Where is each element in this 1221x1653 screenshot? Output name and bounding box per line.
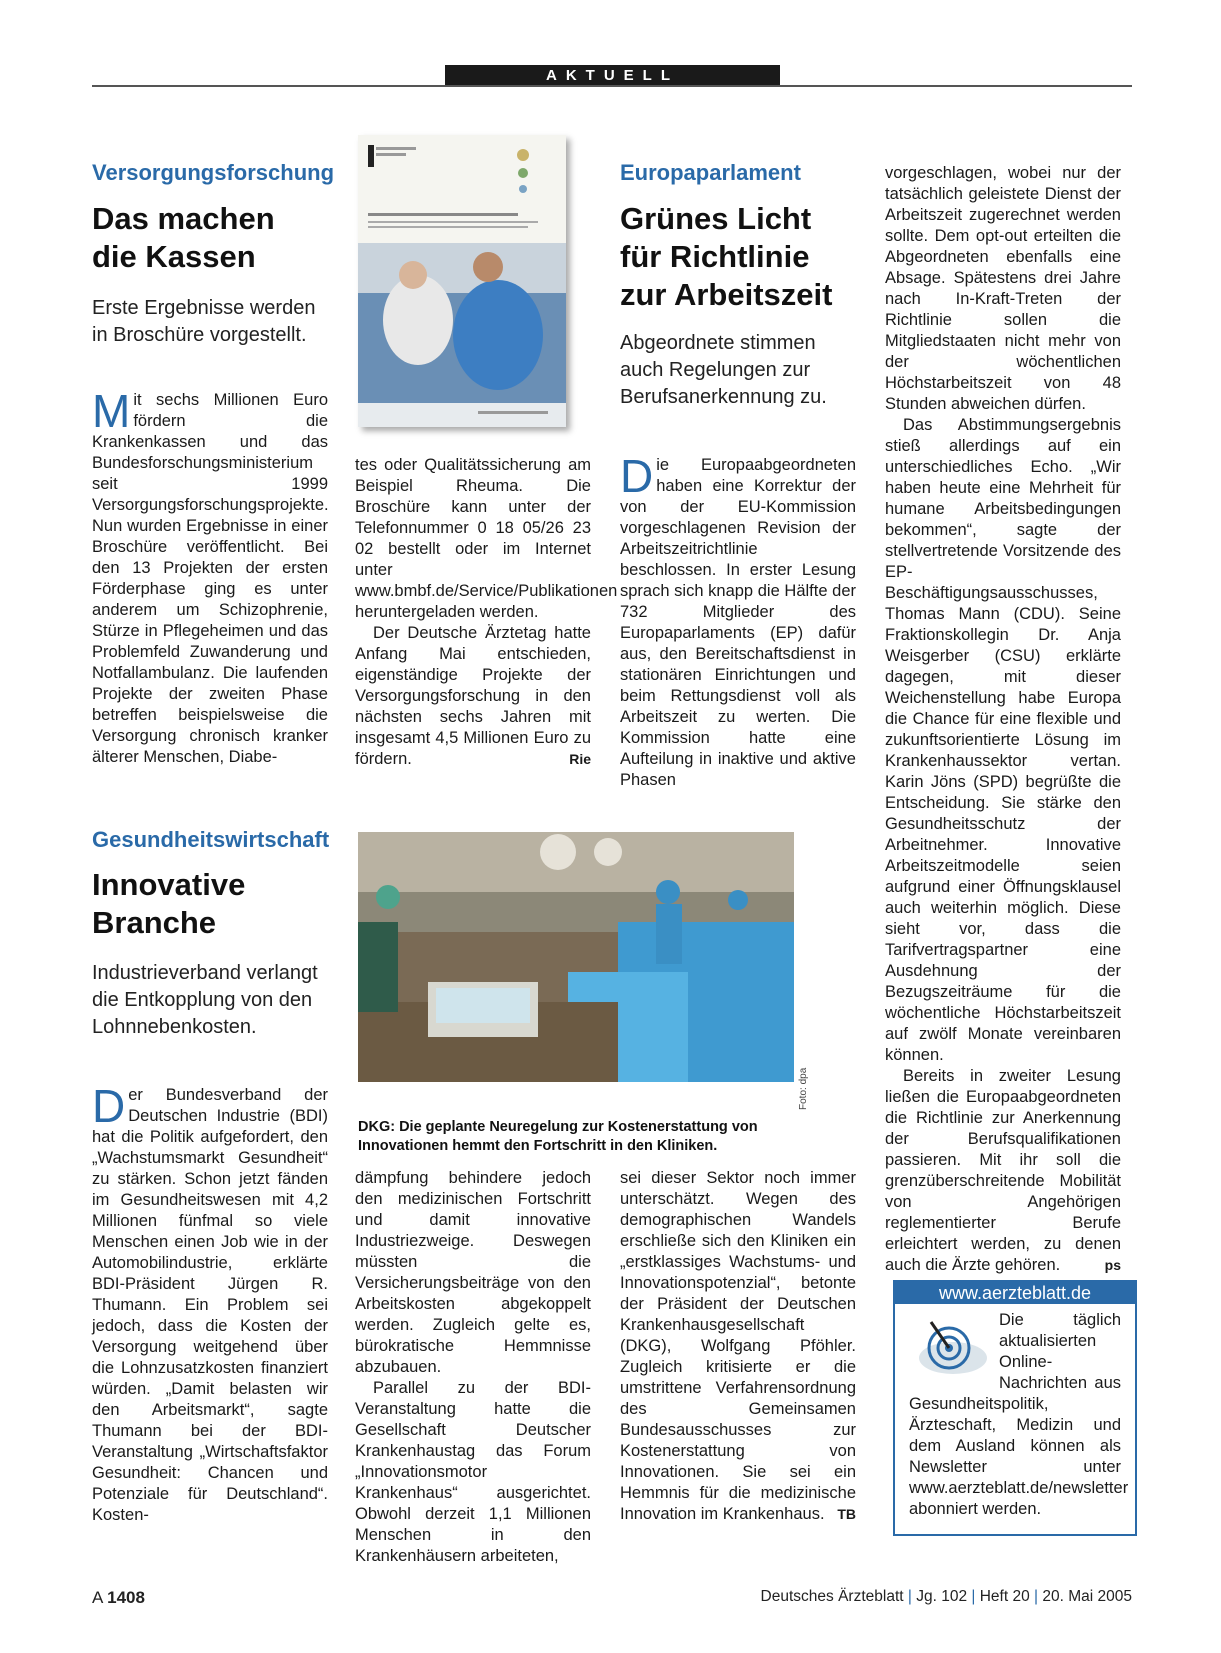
infobox-text: Die täglich aktualisierten Online-Nachrichten aus Gesundheitspolitik, Ärzteschaft, Medizin und dem Ausland können als Newsletter unter www.aerzteblatt.de/newsletter abonniert werden. [909, 1311, 1129, 1518]
article2-column4 [885, 163, 1121, 1276]
operating-room-photo [358, 832, 794, 1082]
infobox-title[interactable]: www.aerzteblatt.de [895, 1282, 1135, 1304]
brochure-cover-image [358, 135, 566, 427]
article1-subline: Erste Ergebnisse werden in Broschüre vorgestellt. [92, 297, 316, 346]
article3-subline: Industrieverband verlangt die Entkopplung von den Lohnnebenkosten. [92, 962, 318, 1038]
article3-col1-text: er Bundesverband der Deutschen Industrie (BDI) hat die Politik aufgefordert, den „Wachstumsmarkt Gesundheit“ zu stärken. Schon jetzt fänden im Gesundheitswesen mit 4,2 Millionen fünfmal so viele Menschen einen Job wie in der Automobilindustrie, erklärte BDI-Präsident Jürgen R. Thumann. Ein Problem sei jedoch, dass die Kosten der Versorgung weitgehend über die Lohnzusatzkosten finanziert würden. „Damit belasten wir den Arbeitsmarkt“, sagte Thumann bei der BDI-Veranstaltung „Wirtschaftsfaktor Gesundheit: Chancen und Potenziale für Deutschland“. Kosten- [92, 1086, 328, 1524]
article1-column2 [355, 455, 618, 770]
article1-col2-paragraph2: Der Deutsche Ärztetag hatte Anfang Mai entschieden, eigenständige Projekte der Versorgungsforschung in den nächsten sechs Jahren mit insgesamt 4,5 Millionen Euro zu fördern. [355, 624, 591, 768]
photo-caption: DKG: Die geplante Neuregelung zur Kostenerstattung von Innovationen hemmt den Fortschritt in den Kliniken. [358, 1119, 758, 1154]
footer-volume: Jg. 102 [916, 1588, 968, 1605]
article2-headline: Grünes Licht für Richtlinie zur Arbeitszeit [620, 201, 833, 312]
footer-separator: | [1034, 1588, 1039, 1605]
section-label: AKTUELL [445, 65, 780, 87]
operating-room-graphic [358, 832, 794, 1082]
article1-dropcap: M [92, 385, 131, 437]
article2-col3-text: ie Europaabgeordneten haben eine Korrektur der von der EU-Kommission vorgeschlagenen Revision der Arbeitszeitrichtlinie beschlossen. In erster Lesung sprach sich knapp die Hälfte der 732 Mitglieder des Europaparlaments (EP) dafür aus, den Bereitschaftsdienst in stationären Einrichtungen und beim Rettungsdienst voll als Arbeitszeit zu werten. Die Kommission hatte eine Aufteilung in inaktive und aktive Phasen [620, 456, 856, 789]
article1-author: Rie [569, 751, 591, 767]
article3-column1 [92, 1080, 328, 1526]
article2-col4-paragraph1: vorgeschlagen, wobei nur der tatsächlich geleistete Dienst der Arbeitszeit zugerechnet werden sollte. Dem opt-out erteilten die Abgeordneten ebenfalls eine Absage. Spätestens drei Jahre nach In-Kraft-Treten der Richtlinie sollen die Mitgliedstaaten nicht mehr von der wöchentlichen Höchstarbeitszeit von 48 Stunden abweichen dürfen. [885, 164, 1121, 413]
article3-headline: Innovative Branche [92, 867, 246, 940]
article1-headline: Das machen die Kassen [92, 201, 275, 274]
article2-subline: Abgeordnete stimmen auch Regelungen zur Berufsanerkennung zu. [620, 332, 827, 408]
article2-author: ps [1104, 1257, 1121, 1273]
article1-col1-text: it sechs Millionen Euro fördern die Krankenkassen und das Bundesforschungsministerium seit 1999 Versorgungsforschungsprojekte. Nun wurden Ergebnisse in einer Broschüre veröffentlicht. Bei den 13 Projekten der ersten Förderphase ging es unter anderem um Schizophrenie, Stürze in Pflegeheimen und das Problemfeld Zuwanderung und Notfallambulanz. Die laufenden Projekte der zweiten Phase betreffen beispielsweise die Versorgung chronisch kranker älterer Menschen, Diabe- [92, 391, 329, 766]
article2-col4-paragraph3: Bereits in zweiter Lesung ließen die Europaabgeordneten die Richtlinie zur Anerkennung der Berufsqualifikationen passieren. Mit ihr soll die grenzüberschreitende Mobilität von Angehörigen reglementierter Berufe erleichtert werden, zu denen auch die Ärzte gehören. [885, 1067, 1121, 1274]
article2-column3 [620, 450, 856, 791]
page-prefix: A [92, 1588, 103, 1607]
article3-column2 [355, 1168, 591, 1567]
header-rule [92, 85, 1132, 87]
article3-rubric: Gesundheitswirtschaft [92, 827, 330, 852]
article3-col2-paragraph2: Parallel zu der BDI-Veranstaltung hatte die Gesellschaft Deutscher Krankenhaustag das Forum „Innovationsmotor Krankenhaus“ ausgerichtet. Obwohl derzeit 1,1 Millionen Menschen in den Krankenhäusern arbeiteten, [355, 1379, 591, 1565]
article2-dropcap: D [620, 450, 654, 502]
article1-column1 [92, 385, 329, 768]
article3-col3-text: sei dieser Sektor noch immer unterschätzt. Wegen des demographischen Wandels erschließe sich den Kliniken ein „erstklassiges Wachstums- und Innovationspotenzial“, betonte der Präsident der Deutschen Krankenhausgesellschaft (DKG), Wolfgang Pföhler. Zugleich kritisierte er die umstrittene Verfahrensordnung des Gemeinsamen Bundesausschusses zur Kostenerstattung von Innovationen. Sie sei ein Hemmnis für die medizinische Innovation im Krankenhaus. [620, 1169, 856, 1523]
newsletter-logo-icon [909, 1314, 991, 1386]
footer-date: 20. Mai 2005 [1042, 1588, 1132, 1605]
article2-col4-paragraph2: Das Abstimmungsergebnis stieß allerdings auf ein unterschiedliches Echo. „Wir haben heute eine Mehrheit für humane Arbeitsbedingungen bekommen“, sagte der stellvertretende Vorsitzende des EP-Beschäftigungsausschusses, Thomas Mann (CDU). Seine Fraktionskollegin Dr. Anja Weisgerber (CSU) erklärte dagegen, mit dieser Weichenstellung habe Europa die Chance für eine flexible und zukunftsorientierte Lösung im Krankenhaussektor vertan. Karin Jöns (SPD) begrüßte die Entscheidung. Sie stärke den Gesundheitsschutz der Arbeitnehmer. Innovative Arbeitszeitmodelle seien aufgrund einer Öffnungsklausel auch weiterhin möglich. Diese sieht vor, dass die Tarifvertragspartner eine Ausdehnung der Bezugszeiträume für die wöchentliche Höchstarbeitszeit auf zwölf Monate vereinbaren können. [885, 416, 1121, 1064]
page-number [92, 1588, 145, 1608]
article2-rubric: Europaparlament [620, 160, 801, 185]
footer-publication-info [761, 1588, 1132, 1606]
article1-rubric: Versorgungsforschung [92, 160, 335, 185]
photo-credit: Foto: dpa [798, 1067, 809, 1110]
article3-author: TB [837, 1506, 856, 1522]
article3-col2-paragraph1: dämpfung behindere jedoch den medizinischen Fortschritt und damit innovative Industriezweige. Deswegen müssten die Versicherungsbeiträge von den Arbeitskosten abgekoppelt werden. Zugleich gelte es, bürokratische Hemmnisse abzubauen. [355, 1169, 591, 1376]
article3-dropcap: D [92, 1080, 126, 1132]
footer-separator: | [971, 1588, 976, 1605]
page-number-value: 1408 [107, 1588, 145, 1607]
footer-separator: | [907, 1588, 912, 1605]
footer-publication: Deutsches Ärzteblatt [760, 1588, 904, 1605]
brochure-cover-graphic [358, 135, 566, 427]
article3-column3 [620, 1168, 856, 1525]
newsletter-infobox [893, 1280, 1137, 1536]
article1-col2-paragraph1: tes oder Qualitätssicherung am Beispiel Rheuma. Die Broschüre kann unter der Telefonnummer 0 18 05/26 23 02 bestellt oder im Internet unter www.bmbf.de/Service/Publikationen heruntergeladen werden. [355, 456, 618, 621]
footer-issue: Heft 20 [979, 1588, 1030, 1605]
